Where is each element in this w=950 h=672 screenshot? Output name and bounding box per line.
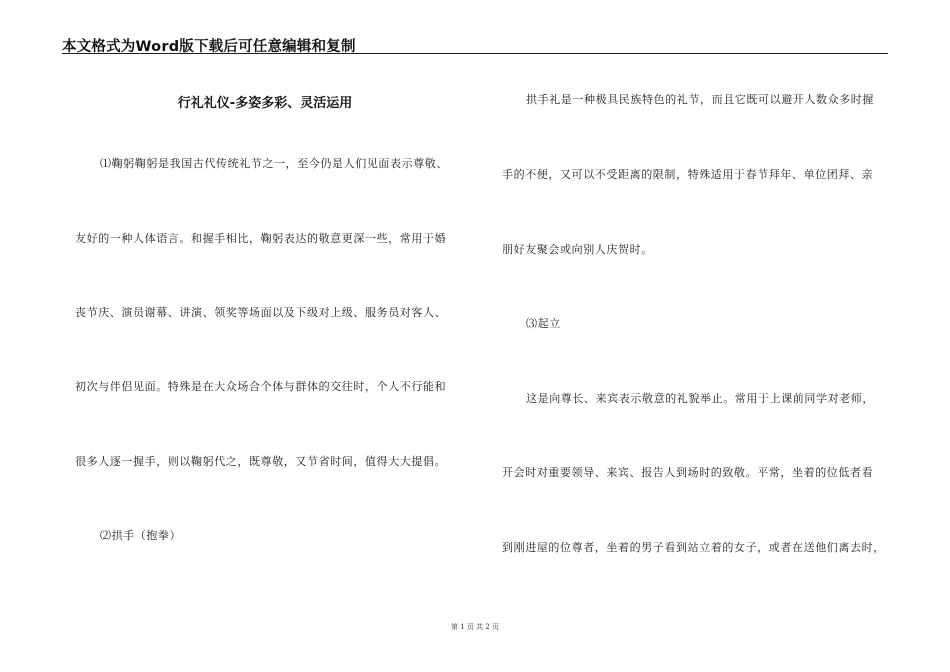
page-number: 第 1 页 共 2 页 [450,623,500,631]
left-paragraph-line: 很多人逐一握手，则以鞠躬代之，既尊敬，又节省时间，值得大大提倡。 [75,455,447,468]
right-paragraph-line: 这是向尊长、来宾表示敬意的礼貌举止。常用于上课前同学对老师， [526,392,874,405]
section-heading: ⑶起立 [526,317,561,330]
left-paragraph-line: ⑴鞠躬鞠躬是我国古代传统礼节之一，至今仍是人们见面表示尊敬、 [100,157,448,170]
header-divider [62,53,888,54]
header-banner: 本文格式为Word版下载后可任意编辑和复制 [62,39,356,55]
right-paragraph-line: 拱手礼是一种极具民族特色的礼节，而且它既可以避开人数众多时握 [526,93,874,106]
document-title: 行礼礼仪-多姿多彩、灵活运用 [177,96,353,111]
section-heading: ⑵拱手（抱拳） [100,529,182,542]
right-paragraph-line: 朋好友聚会或向别人庆贺时。 [502,243,653,256]
right-paragraph-line: 开会时对重要领导、来宾、报告人到场时的致敬。平常，坐着的位低者看 [502,466,874,479]
left-paragraph-line: 初次与伴侣见面。特殊是在大众场合个体与群体的交往时，个人不行能和 [75,380,447,393]
right-paragraph-line: 到刚进屋的位尊者，坐着的男子看到站立着的女子，或者在送他们离去时， [502,541,885,554]
left-paragraph-line: 友好的一种人体语言。和握手相比，鞠躬表达的敬意更深一些，常用于婚 [75,232,447,245]
right-paragraph-line: 手的不便，又可以不受距离的限制，特殊适用于春节拜年、单位团拜、亲 [502,168,874,181]
left-paragraph-line: 丧节庆、演员谢幕、讲演、领奖等场面以及下级对上级、服务员对客人、 [75,306,447,319]
